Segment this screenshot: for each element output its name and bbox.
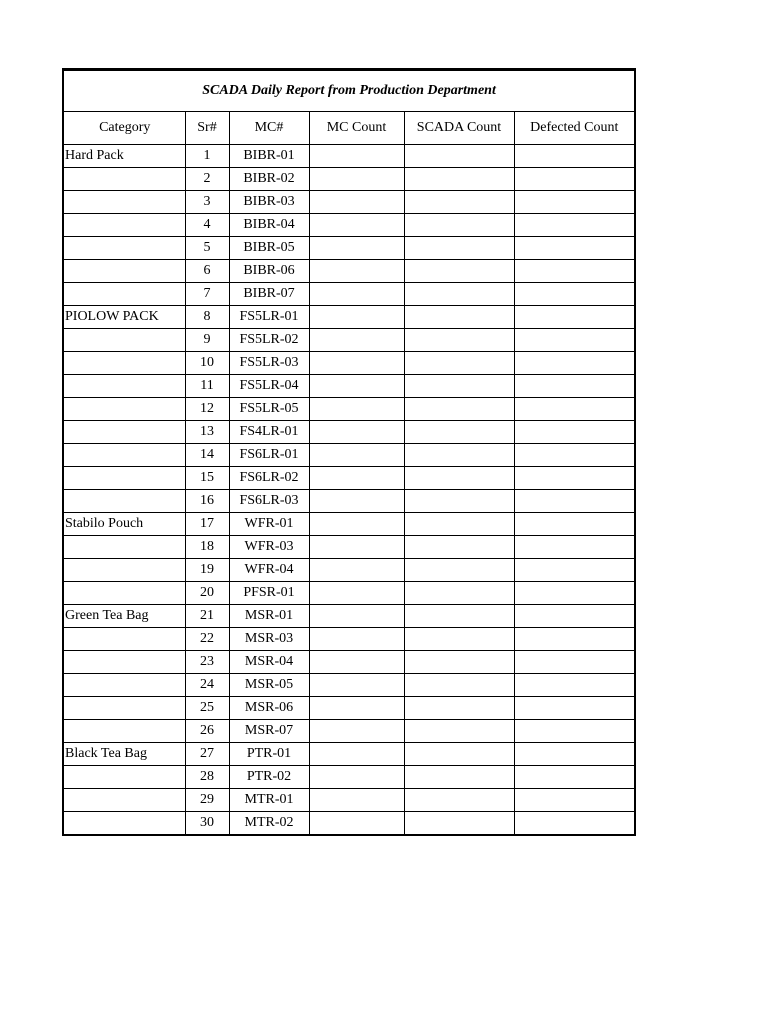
cell-defected-count[interactable] xyxy=(514,536,635,559)
cell-scada-count[interactable] xyxy=(404,444,514,467)
cell-scada-count[interactable] xyxy=(404,743,514,766)
cell-defected-count[interactable] xyxy=(514,145,635,168)
cell-scada-count[interactable] xyxy=(404,651,514,674)
cell-category[interactable] xyxy=(63,444,185,467)
cell-scada-count[interactable] xyxy=(404,329,514,352)
cell-mc-count[interactable] xyxy=(309,467,404,490)
cell-mc-count[interactable] xyxy=(309,766,404,789)
cell-sr[interactable]: 14 xyxy=(185,444,229,467)
cell-sr[interactable]: 20 xyxy=(185,582,229,605)
cell-mc-count[interactable] xyxy=(309,398,404,421)
cell-category[interactable] xyxy=(63,559,185,582)
report-title[interactable]: SCADA Daily Report from Production Department xyxy=(63,70,635,112)
cell-defected-count[interactable] xyxy=(514,306,635,329)
cell-scada-count[interactable] xyxy=(404,582,514,605)
cell-category[interactable] xyxy=(63,651,185,674)
cell-defected-count[interactable] xyxy=(514,789,635,812)
table-row xyxy=(63,582,635,605)
table-row xyxy=(63,766,635,789)
column-header-scada-count[interactable]: SCADA Count xyxy=(404,112,514,145)
cell-scada-count[interactable] xyxy=(404,168,514,191)
cell-defected-count[interactable] xyxy=(514,582,635,605)
cell-category[interactable] xyxy=(63,536,185,559)
cell-defected-count[interactable] xyxy=(514,444,635,467)
table-row xyxy=(63,467,635,490)
cell-category[interactable] xyxy=(63,260,185,283)
cell-mc[interactable]: MSR-06 xyxy=(229,697,309,720)
table-row xyxy=(63,628,635,651)
cell-defected-count[interactable] xyxy=(514,743,635,766)
cell-mc-count[interactable] xyxy=(309,168,404,191)
cell-scada-count[interactable] xyxy=(404,306,514,329)
cell-scada-count[interactable] xyxy=(404,145,514,168)
table-row xyxy=(63,490,635,513)
table-row xyxy=(63,812,635,836)
cell-sr[interactable]: 2 xyxy=(185,168,229,191)
cell-mc[interactable]: BIBR-04 xyxy=(229,214,309,237)
cell-category[interactable]: Black Tea Bag xyxy=(63,743,185,766)
cell-mc-count[interactable] xyxy=(309,375,404,398)
cell-category[interactable] xyxy=(63,329,185,352)
cell-scada-count[interactable] xyxy=(404,789,514,812)
cell-mc[interactable]: FS6LR-01 xyxy=(229,444,309,467)
cell-defected-count[interactable] xyxy=(514,329,635,352)
cell-category[interactable]: Hard Pack xyxy=(63,145,185,168)
cell-defected-count[interactable] xyxy=(514,651,635,674)
cell-sr[interactable]: 18 xyxy=(185,536,229,559)
cell-defected-count[interactable] xyxy=(514,467,635,490)
cell-mc-count[interactable] xyxy=(309,283,404,306)
cell-sr[interactable]: 5 xyxy=(185,237,229,260)
table-row xyxy=(63,352,635,375)
cell-sr[interactable]: 28 xyxy=(185,766,229,789)
cell-category[interactable] xyxy=(63,720,185,743)
cell-defected-count[interactable] xyxy=(514,559,635,582)
table-row xyxy=(63,260,635,283)
cell-defected-count[interactable] xyxy=(514,352,635,375)
table-row xyxy=(63,191,635,214)
cell-mc-count[interactable] xyxy=(309,306,404,329)
cell-mc[interactable]: MTR-02 xyxy=(229,812,309,836)
cell-scada-count[interactable] xyxy=(404,513,514,536)
cell-mc[interactable]: BIBR-02 xyxy=(229,168,309,191)
cell-mc[interactable]: FS5LR-03 xyxy=(229,352,309,375)
cell-defected-count[interactable] xyxy=(514,191,635,214)
cell-defected-count[interactable] xyxy=(514,398,635,421)
cell-mc-count[interactable] xyxy=(309,812,404,836)
cell-sr[interactable]: 11 xyxy=(185,375,229,398)
table-row xyxy=(63,513,635,536)
cell-mc-count[interactable] xyxy=(309,789,404,812)
cell-mc[interactable]: BIBR-01 xyxy=(229,145,309,168)
cell-defected-count[interactable] xyxy=(514,766,635,789)
cell-mc[interactable]: MSR-01 xyxy=(229,605,309,628)
cell-defected-count[interactable] xyxy=(514,283,635,306)
cell-category[interactable] xyxy=(63,191,185,214)
cell-mc-count[interactable] xyxy=(309,674,404,697)
cell-defected-count[interactable] xyxy=(514,697,635,720)
cell-category[interactable] xyxy=(63,283,185,306)
cell-mc[interactable]: BIBR-05 xyxy=(229,237,309,260)
cell-mc-count[interactable] xyxy=(309,743,404,766)
cell-category[interactable] xyxy=(63,766,185,789)
column-header-mc[interactable]: MC# xyxy=(229,112,309,145)
cell-category[interactable] xyxy=(63,375,185,398)
cell-mc[interactable]: FS5LR-01 xyxy=(229,306,309,329)
cell-defected-count[interactable] xyxy=(514,214,635,237)
cell-mc[interactable]: MTR-01 xyxy=(229,789,309,812)
cell-mc-count[interactable] xyxy=(309,605,404,628)
cell-sr[interactable]: 22 xyxy=(185,628,229,651)
cell-mc[interactable]: FS4LR-01 xyxy=(229,421,309,444)
cell-sr[interactable]: 13 xyxy=(185,421,229,444)
cell-mc[interactable]: FS5LR-04 xyxy=(229,375,309,398)
cell-scada-count[interactable] xyxy=(404,697,514,720)
table-row xyxy=(63,214,635,237)
cell-category[interactable] xyxy=(63,697,185,720)
cell-mc[interactable]: WFR-01 xyxy=(229,513,309,536)
cell-mc-count[interactable] xyxy=(309,651,404,674)
cell-scada-count[interactable] xyxy=(404,398,514,421)
table-row xyxy=(63,536,635,559)
cell-category[interactable] xyxy=(63,467,185,490)
cell-category[interactable] xyxy=(63,398,185,421)
cell-category[interactable]: Green Tea Bag xyxy=(63,605,185,628)
cell-defected-count[interactable] xyxy=(514,421,635,444)
table-row xyxy=(63,720,635,743)
cell-mc-count[interactable] xyxy=(309,444,404,467)
cell-sr[interactable]: 25 xyxy=(185,697,229,720)
cell-sr[interactable]: 1 xyxy=(185,145,229,168)
cell-mc[interactable]: MSR-04 xyxy=(229,651,309,674)
cell-defected-count[interactable] xyxy=(514,375,635,398)
cell-defected-count[interactable] xyxy=(514,628,635,651)
cell-mc[interactable]: FS6LR-02 xyxy=(229,467,309,490)
cell-scada-count[interactable] xyxy=(404,375,514,398)
cell-category[interactable] xyxy=(63,352,185,375)
cell-defected-count[interactable] xyxy=(514,720,635,743)
cell-mc[interactable]: BIBR-06 xyxy=(229,260,309,283)
title-row xyxy=(63,70,635,112)
cell-defected-count[interactable] xyxy=(514,490,635,513)
cell-category[interactable] xyxy=(63,214,185,237)
cell-scada-count[interactable] xyxy=(404,720,514,743)
table-row xyxy=(63,421,635,444)
cell-defected-count[interactable] xyxy=(514,260,635,283)
cell-mc[interactable]: PTR-02 xyxy=(229,766,309,789)
cell-sr[interactable]: 4 xyxy=(185,214,229,237)
cell-scada-count[interactable] xyxy=(404,490,514,513)
cell-mc-count[interactable] xyxy=(309,214,404,237)
cell-scada-count[interactable] xyxy=(404,766,514,789)
column-header-defected-count[interactable]: Defected Count xyxy=(514,112,635,145)
scada-report-table xyxy=(62,68,636,836)
cell-mc-count[interactable] xyxy=(309,720,404,743)
cell-scada-count[interactable] xyxy=(404,283,514,306)
table-row xyxy=(63,145,635,168)
table-row xyxy=(63,168,635,191)
cell-defected-count[interactable] xyxy=(514,605,635,628)
cell-sr[interactable]: 6 xyxy=(185,260,229,283)
cell-sr[interactable]: 10 xyxy=(185,352,229,375)
cell-sr[interactable]: 15 xyxy=(185,467,229,490)
table-row xyxy=(63,674,635,697)
cell-scada-count[interactable] xyxy=(404,260,514,283)
report-body xyxy=(63,145,635,836)
cell-scada-count[interactable] xyxy=(404,214,514,237)
cell-sr[interactable]: 16 xyxy=(185,490,229,513)
cell-mc-count[interactable] xyxy=(309,237,404,260)
table-row xyxy=(63,789,635,812)
cell-scada-count[interactable] xyxy=(404,628,514,651)
cell-mc-count[interactable] xyxy=(309,145,404,168)
cell-sr[interactable]: 17 xyxy=(185,513,229,536)
table-row xyxy=(63,283,635,306)
column-header-sr[interactable]: Sr# xyxy=(185,112,229,145)
cell-mc-count[interactable] xyxy=(309,582,404,605)
cell-defected-count[interactable] xyxy=(514,812,635,836)
cell-category[interactable] xyxy=(63,674,185,697)
cell-mc-count[interactable] xyxy=(309,536,404,559)
cell-scada-count[interactable] xyxy=(404,536,514,559)
cell-mc-count[interactable] xyxy=(309,559,404,582)
cell-mc[interactable]: MSR-03 xyxy=(229,628,309,651)
table-row xyxy=(63,306,635,329)
cell-defected-count[interactable] xyxy=(514,513,635,536)
cell-mc[interactable]: WFR-03 xyxy=(229,536,309,559)
cell-mc[interactable]: FS6LR-03 xyxy=(229,490,309,513)
cell-category[interactable] xyxy=(63,421,185,444)
cell-mc-count[interactable] xyxy=(309,421,404,444)
cell-mc-count[interactable] xyxy=(309,329,404,352)
cell-category[interactable]: Stabilo Pouch xyxy=(63,513,185,536)
cell-sr[interactable]: 19 xyxy=(185,559,229,582)
header-row xyxy=(63,112,635,145)
cell-mc-count[interactable] xyxy=(309,352,404,375)
cell-mc-count[interactable] xyxy=(309,490,404,513)
table-row xyxy=(63,329,635,352)
cell-mc[interactable]: FS5LR-02 xyxy=(229,329,309,352)
cell-scada-count[interactable] xyxy=(404,237,514,260)
table-row xyxy=(63,375,635,398)
cell-mc[interactable]: MSR-05 xyxy=(229,674,309,697)
column-header-category[interactable]: Category xyxy=(63,112,185,145)
cell-sr[interactable]: 8 xyxy=(185,306,229,329)
cell-sr[interactable]: 27 xyxy=(185,743,229,766)
cell-sr[interactable]: 3 xyxy=(185,191,229,214)
cell-scada-count[interactable] xyxy=(404,605,514,628)
table-row xyxy=(63,237,635,260)
cell-category[interactable] xyxy=(63,168,185,191)
cell-scada-count[interactable] xyxy=(404,191,514,214)
column-header-mc-count[interactable]: MC Count xyxy=(309,112,404,145)
cell-scada-count[interactable] xyxy=(404,812,514,836)
cell-scada-count[interactable] xyxy=(404,674,514,697)
cell-defected-count[interactable] xyxy=(514,237,635,260)
cell-mc[interactable]: PFSR-01 xyxy=(229,582,309,605)
cell-sr[interactable]: 7 xyxy=(185,283,229,306)
cell-mc-count[interactable] xyxy=(309,513,404,536)
cell-scada-count[interactable] xyxy=(404,559,514,582)
cell-mc-count[interactable] xyxy=(309,697,404,720)
table-row xyxy=(63,743,635,766)
table-row xyxy=(63,398,635,421)
cell-scada-count[interactable] xyxy=(404,467,514,490)
cell-mc[interactable]: FS5LR-05 xyxy=(229,398,309,421)
cell-defected-count[interactable] xyxy=(514,168,635,191)
cell-mc-count[interactable] xyxy=(309,191,404,214)
table-row xyxy=(63,444,635,467)
cell-sr[interactable]: 26 xyxy=(185,720,229,743)
cell-category[interactable] xyxy=(63,789,185,812)
cell-mc[interactable]: MSR-07 xyxy=(229,720,309,743)
table-row xyxy=(63,651,635,674)
cell-mc[interactable]: BIBR-07 xyxy=(229,283,309,306)
cell-category[interactable] xyxy=(63,490,185,513)
cell-category[interactable] xyxy=(63,582,185,605)
cell-scada-count[interactable] xyxy=(404,352,514,375)
cell-mc-count[interactable] xyxy=(309,628,404,651)
cell-sr[interactable]: 24 xyxy=(185,674,229,697)
cell-mc[interactable]: PTR-01 xyxy=(229,743,309,766)
cell-mc[interactable]: BIBR-03 xyxy=(229,191,309,214)
cell-sr[interactable]: 30 xyxy=(185,812,229,836)
cell-category[interactable] xyxy=(63,812,185,836)
cell-scada-count[interactable] xyxy=(404,421,514,444)
cell-defected-count[interactable] xyxy=(514,674,635,697)
cell-sr[interactable]: 9 xyxy=(185,329,229,352)
cell-sr[interactable]: 21 xyxy=(185,605,229,628)
cell-sr[interactable]: 12 xyxy=(185,398,229,421)
table-row xyxy=(63,605,635,628)
cell-category[interactable]: PIOLOW PACK xyxy=(63,306,185,329)
cell-mc[interactable]: WFR-04 xyxy=(229,559,309,582)
cell-category[interactable] xyxy=(63,628,185,651)
table-row xyxy=(63,559,635,582)
cell-category[interactable] xyxy=(63,237,185,260)
cell-sr[interactable]: 23 xyxy=(185,651,229,674)
table-row xyxy=(63,697,635,720)
cell-mc-count[interactable] xyxy=(309,260,404,283)
cell-sr[interactable]: 29 xyxy=(185,789,229,812)
